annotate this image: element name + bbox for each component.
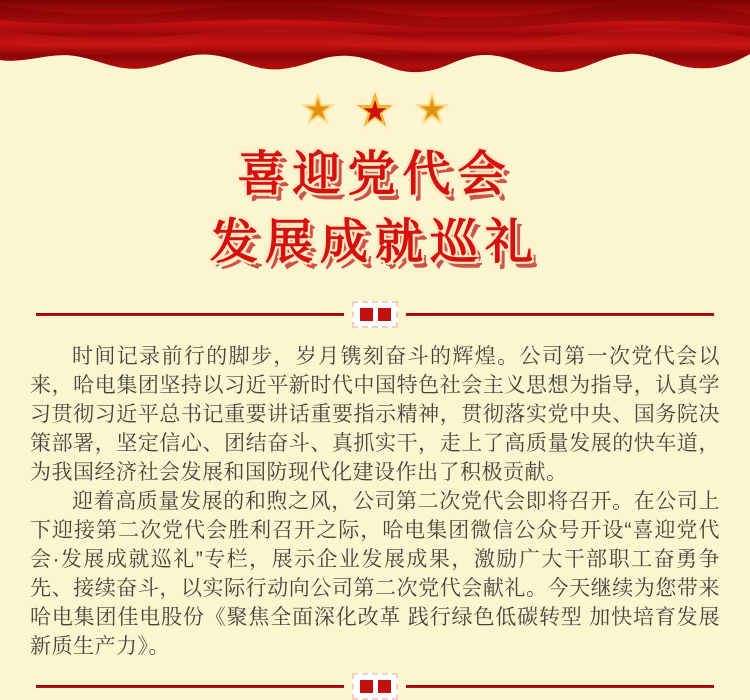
divider-line [406, 313, 714, 316]
article-body [30, 342, 720, 661]
red-square-icon [360, 308, 373, 321]
page-title [0, 141, 750, 277]
stars-decoration [0, 87, 750, 133]
red-square-icon [378, 308, 391, 321]
red-square-icon [378, 680, 391, 693]
red-square-icon [360, 680, 373, 693]
article-paragraph: 迎着高质量发展的和煦之风，公司第二次党代会即将召开。在公司上下迎接第二次党代会胜利召开之际，哈电集团微信公众号开设“喜迎党代会·发展成就巡礼”专栏，展示企业发展成果，激励广大干部职工奋勇争先、接续奋斗，以实际行动向公司第二次党代会献礼。今天继续为您带来哈电集团佳电股份《聚焦全面深化改革 践行绿色低碳转型 加快培育发展新质生产力》。 [30, 490, 720, 658]
ornamental-divider-top [36, 301, 714, 328]
gold-star-icon [413, 91, 451, 129]
title-line-1: 喜迎党代会 [237, 148, 513, 201]
article-paragraph: 时间记录前行的脚步，岁月镌刻奋斗的辉煌。公司第一次党代会以来，哈电集团坚持以习近平新时代中国特色社会主义思想为指导，认真学习贯彻习近平总书记重要讲话重要指示精神，贯彻落实党中央、国务院决策部署，坚定信心、团结奋斗、真抓实干，走上了高质量发展的快车道，为我国经济社会发展和国防现代化建设作出了积极贡献。 [30, 345, 720, 484]
red-curtain-banner [0, 0, 750, 84]
divider-squares-badge [352, 673, 398, 700]
gold-red-star-icon [350, 85, 400, 135]
divider-line [36, 685, 344, 688]
ornamental-divider-bottom [36, 673, 714, 700]
gold-star-icon [299, 91, 337, 129]
divider-line [406, 685, 714, 688]
title-line-2: 发展成就巡礼 [209, 216, 540, 269]
divider-line [36, 313, 344, 316]
divider-squares-badge [352, 301, 398, 328]
